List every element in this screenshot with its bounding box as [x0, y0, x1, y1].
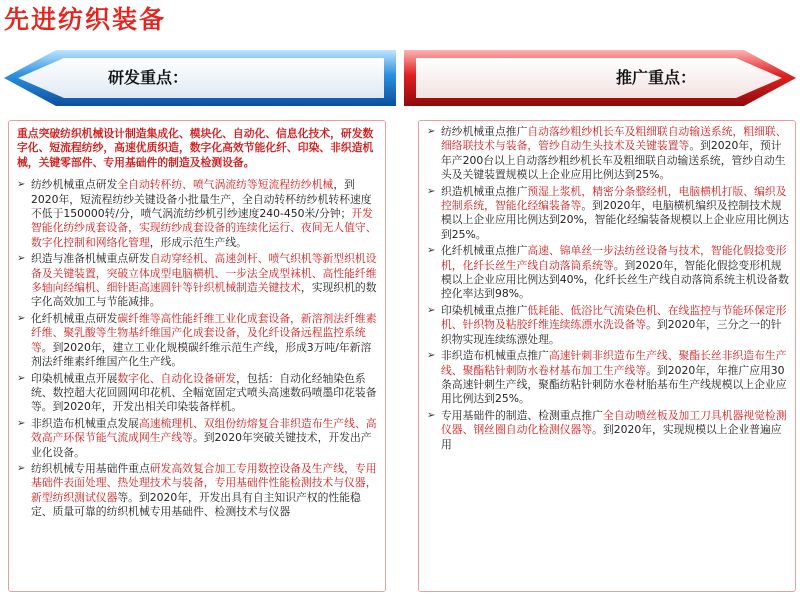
body-text: 纺纱机械重点研发	[31, 178, 118, 192]
body-text: 专用基础件的制造、检测重点推广	[441, 408, 603, 422]
highlight-text: 研发高效复合加工专用数控设备及生产线，专用基础件表面处理、热处理技术与装备，专用基础件性能检测技术与仪器，新型纺织测试仪器	[31, 461, 377, 504]
list-item	[427, 244, 789, 302]
list-item	[17, 417, 379, 460]
bullet-arrow-icon: ➢	[427, 126, 436, 137]
body-text: 。到2020年，三分之一的针织物实现连续练漂处理。	[441, 318, 782, 346]
body-text: ，实现织机的数字化高效加工与节能减排。	[31, 281, 377, 309]
left-arrow-shape	[4, 50, 396, 106]
highlight-text: 低耗能、低浴比气流染色机、在线监控与节能环保定形机、针织物及粘胶纤维连续练漂水洗设备等	[441, 303, 787, 332]
highlight-text: 自动穿经机、高速剑杆、喷气织机等新型织机设备及关键装置	[31, 252, 377, 280]
bullet-arrow-icon: ➢	[17, 372, 26, 384]
highlight-text: 高速梳理机、双组份纺熔复合非织造布生产线、高效高产环保节能气流成网生产线等	[31, 416, 377, 445]
bullet-arrow-icon: ➢	[17, 417, 26, 429]
highlight-text: 预湿上浆机，精密分条整经机，电脑横机打版、编织及控制系统，智能化经编装备等	[441, 184, 787, 213]
promotion-banner-label: 推广重点：	[616, 68, 697, 87]
body-text: 。到2020年，实现规模以上企业普遍应用	[441, 423, 782, 451]
highlight-text: 数字化、自动化设备研发	[117, 371, 237, 385]
list-item	[17, 312, 379, 370]
body-text: 。到2020年，建立工业化规模碳纤维示范生产线，形成3万吨/年新溶剂法纤维素纤维国产化生产线。	[31, 340, 372, 369]
page-title: 先进纺织装备	[4, 5, 167, 34]
body-text: ，到2020年，短流程纺纱关键设备小批量生产，全自动转杯纺纱机转杯速度不低于150000转/分，喷气涡流纺纱机引纱速度240-450米/分钟；	[31, 178, 372, 221]
list-item	[427, 409, 789, 452]
list-item	[17, 462, 379, 520]
body-text: 。到2020年，智能化假捻变形机规模以上企业应用比例达到40%，化纤长丝生产线自动落筒系统主机设备数控化率达到98%。	[441, 258, 789, 301]
list-item	[427, 304, 789, 347]
bullet-arrow-icon: ➢	[427, 185, 436, 197]
right-arrow-shape	[404, 50, 796, 106]
list-item	[427, 185, 789, 243]
body-text: 化纤机械重点研发	[31, 311, 118, 325]
promotion-column	[418, 120, 796, 592]
research-list	[9, 178, 385, 519]
body-text: 非织造布机械重点发展	[31, 416, 139, 430]
body-text: 化纤机械重点推广	[441, 244, 528, 258]
list-item	[427, 349, 789, 407]
body-text: ，包括：自动化经轴染色系统、数控超大花回圆网印花机、全幅宽固定式喷头高速数码喷墨印花装备等。到2020年，开发出相关印染装备样机。	[31, 371, 377, 414]
bullet-arrow-icon: ➢	[427, 304, 436, 316]
promotion-banner	[404, 50, 796, 106]
body-text: 织造机械重点推广	[441, 184, 528, 198]
bullet-arrow-icon: ➢	[17, 253, 26, 265]
body-text: 。到2020年，预计年产200台以上自动落纱粗纱机长车及粗细联自动输送系统，管纱自动生头及关键装置规模以上企业应用比例达到25%。	[441, 139, 786, 182]
research-column	[8, 120, 386, 592]
highlight-text: 自动落纱粗纱机长车及粗细联自动输送系统，粗细联、细络联技术与装备，管纱自动生头技术及关键装置等	[441, 125, 787, 153]
body-text: 等。到2020年，开发出具有自主知识产权的性能稳定、质量可靠的纺织机械专用基础件、检测技术与仪器	[31, 490, 361, 519]
highlight-text: 高速针刺非织造布生产线、聚酯长丝非织造布生产线、聚酯粘针刺防水卷材基布加工生产线等	[441, 349, 787, 377]
list-item	[17, 178, 379, 250]
bullet-arrow-icon: ➢	[427, 350, 436, 362]
bullet-arrow-icon: ➢	[17, 312, 26, 324]
highlight-text: 高速、锦单丝一步法纺丝设备与技术，智能化假捻变形机，化纤长丝生产线自动落筒系统等	[441, 244, 787, 272]
highlight-text: 全自动转杯纺、喷气涡流纺等短流程纺纱机械	[117, 178, 334, 192]
body-text: ，形成示范生产线。	[149, 235, 247, 249]
promotion-list	[419, 121, 795, 452]
body-text: 纺织机械专用基础件重点	[31, 461, 150, 475]
body-text: 印染机械重点开展	[31, 371, 118, 385]
bullet-arrow-icon: ➢	[17, 462, 26, 474]
research-banner-label: 研发重点：	[108, 68, 189, 87]
body-text: 纺纱机械重点推广	[441, 125, 528, 138]
list-item	[17, 252, 379, 310]
body-text: 。到2020年突破关键技术，开发出产业化设备。	[31, 431, 372, 459]
body-text: 。到2020年，年推广应用30条高速针刺生产线，聚酯纺粘针刺防水卷材胎基布生产线规模以上企业应用比例达到25%。	[441, 363, 787, 406]
list-item	[427, 125, 789, 183]
research-banner	[4, 50, 396, 106]
highlight-text: 全自动喷丝板及加工刀具机器视觉检测仪器、钢丝圈自动化检测仪器等	[441, 408, 787, 437]
highlight-text: 开发智能化纺纱成套设备，实现纺纱成套设备的连续化运行、夜间无人值守、数字化控制和网络化管理	[31, 207, 377, 249]
body-text: 。到2020年，电脑横机编织及控制技术规模以上企业应用比例达到20%，智能化经编装备规模以上企业应用比例达到25%。	[441, 199, 789, 241]
bullet-arrow-icon: ➢	[427, 409, 436, 421]
highlight-text: 碳纤维等高性能纤维工业化成套设备，新溶剂法纤维素纤维、聚乳酸等生物基纤维国产化成套设备，及化纤设备远程监控系统等	[31, 311, 377, 354]
list-item	[17, 372, 379, 415]
body-text: 非织造布机械重点推广	[441, 349, 549, 363]
research-intro: 重点突破纺织机械设计制造集成化、模块化、自动化、信息化技术，研发数字化、短流程纺纱，高速优质织造，数字化高效节能化纤、印染、非织造机械，关键零部件、专用基础件的制造及检测设备。	[17, 127, 374, 169]
body-text: 印染机械重点推广	[441, 303, 528, 317]
bullet-arrow-icon: ➢	[17, 179, 26, 191]
highlight-text: ，突破立体成型电脑横机、一步法全成型袜机、高性能纤维多轴向经编机、细针距高速圆针等针织机械制造关键技术	[31, 266, 377, 295]
bullet-arrow-icon: ➢	[427, 245, 436, 257]
body-text: 织造与准备机械重点研发	[31, 252, 150, 266]
